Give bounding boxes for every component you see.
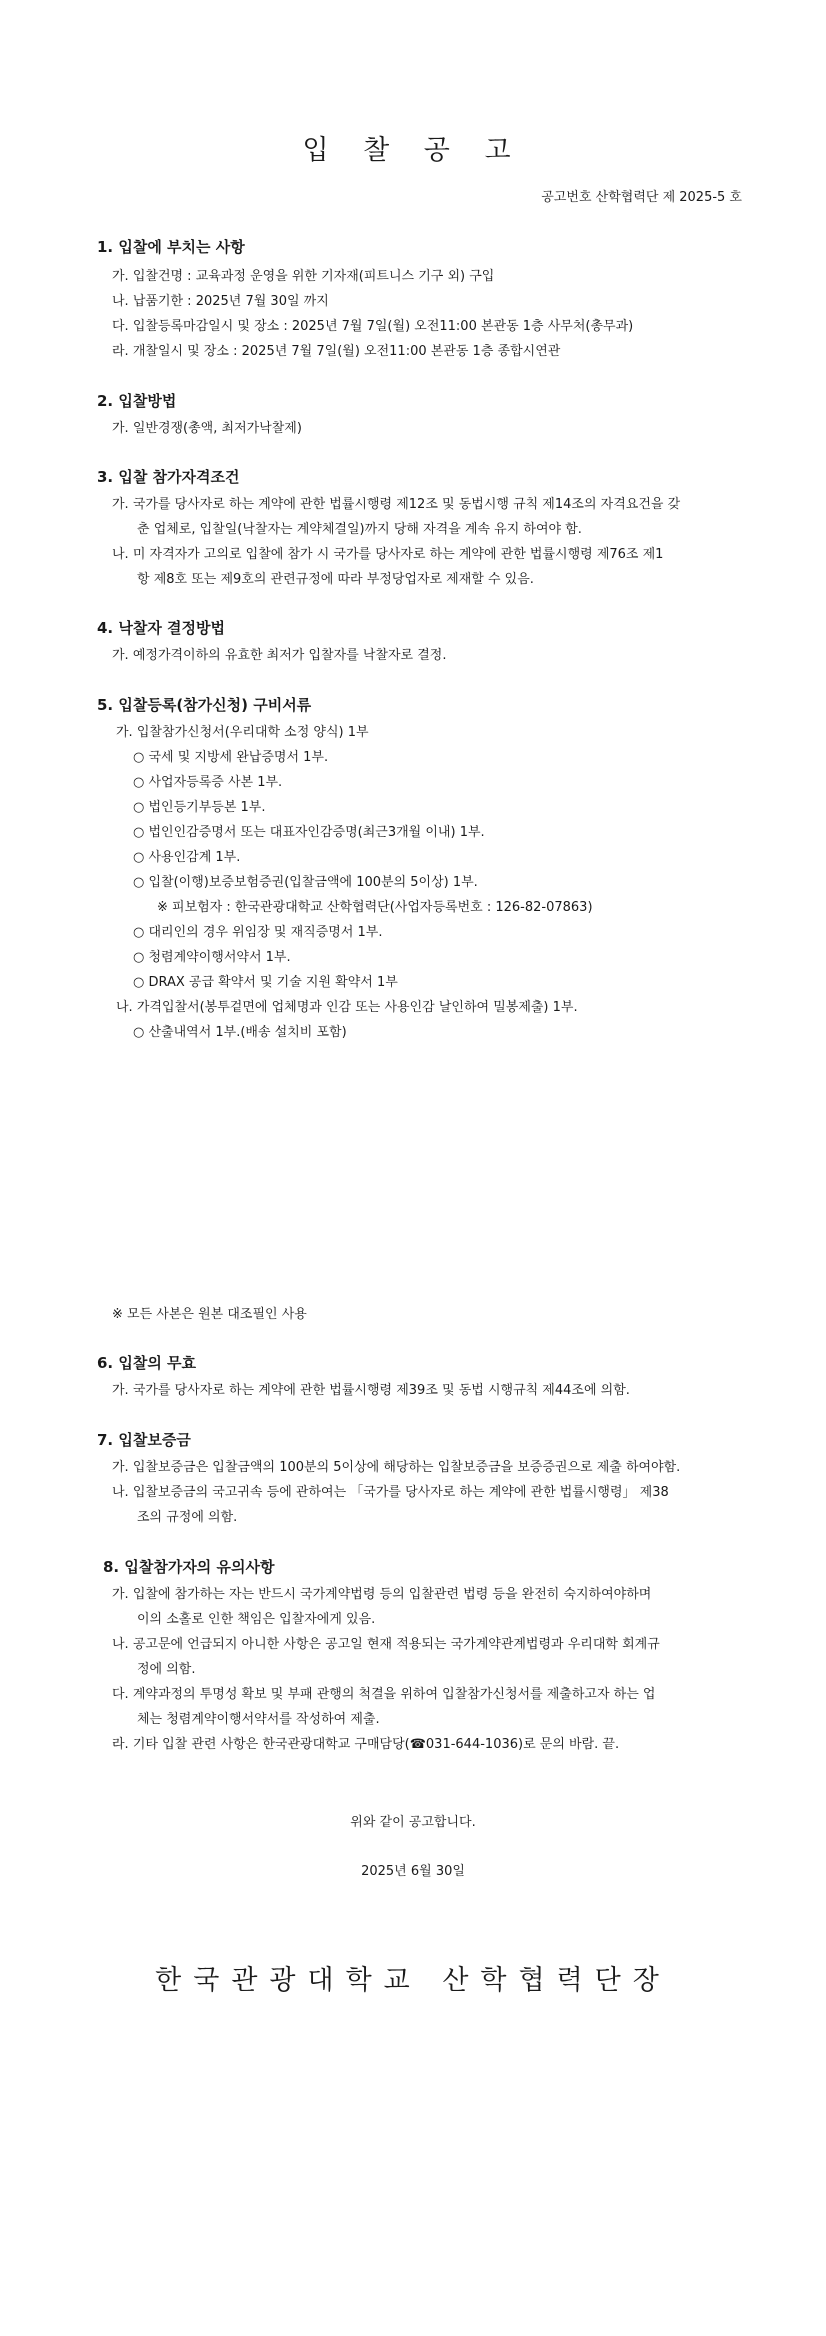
section-5-heading: 5. 입찰등록(참가신청) 구비서류	[97, 696, 312, 714]
section-1-item-d: 라. 개찰일시 및 장소 : 2025년 7월 7일(월) 오전11:00 본관동 1층 종합시연관	[112, 344, 561, 359]
section-8-item-b-line2: 정에 의함.	[137, 1662, 196, 1677]
section-7-item-b-line1: 나. 입찰보증금의 국고귀속 등에 관하여는 「국가를 당사자로 하는 계약에 관한 법률시행령」 제38	[112, 1485, 669, 1500]
section-6-heading: 6. 입찰의 무효	[97, 1354, 197, 1372]
signature-line: 한국관광대학교 산학협력단장	[155, 1965, 671, 1996]
section-1-item-c: 다. 입찰등록마감일시 및 장소 : 2025년 7월 7일(월) 오전11:00 본관동 1층 사무처(총무과)	[112, 319, 634, 334]
section-1-heading: 1. 입찰에 부치는 사항	[97, 238, 245, 256]
section-1-item-b: 나. 납품기한 : 2025년 7월 30일 까지	[112, 294, 329, 309]
section-1-item-a: 가. 입찰건명 : 교육과정 운영을 위한 기자재(피트니스 기구 외) 구입	[112, 269, 495, 284]
section-2-heading: 2. 입찰방법	[97, 392, 177, 410]
notice-number: 공고번호 산학협력단 제 2025-5 호	[541, 190, 742, 205]
section-3-item-a-line2: 춘 업체로, 입찰일(낙찰자는 계약체결일)까지 당해 자격을 계속 유지 하여야 함.	[137, 522, 582, 537]
section-5-item-a: 가. 입찰참가신청서(우리대학 소정 양식) 1부	[116, 725, 369, 740]
document-list-item: ○ DRAX 공급 확약서 및 기술 지원 확약서 1부	[133, 975, 398, 990]
document-list-item: ○ 대리인의 경우 위임장 및 재직증명서 1부.	[133, 925, 383, 940]
document-list-item: ○ 법인등기부등본 1부.	[133, 800, 266, 815]
section-8-item-a-line1: 가. 입찰에 참가하는 자는 반드시 국가계약법령 등의 입찰관련 법령 등을 완전히 숙지하여야하며	[112, 1587, 652, 1602]
section-8-item-c-line2: 체는 청렴계약이행서약서를 작성하여 제출.	[137, 1712, 380, 1727]
section-8-item-d: 라. 기타 입찰 관련 사항은 한국관광대학교 구매담당(☎031-644-1036)로 문의 바람. 끝.	[112, 1737, 620, 1752]
section-3-item-b-line1: 나. 미 자격자가 고의로 입찰에 참가 시 국가를 당사자로 하는 계약에 관한 법률시행령 제76조 제1	[112, 547, 664, 562]
section-6-item-a: 가. 국가를 당사자로 하는 계약에 관한 법률시행령 제39조 및 동법 시행규칙 제44조에 의함.	[112, 1383, 630, 1398]
section-4-heading: 4. 낙찰자 결정방법	[97, 619, 226, 637]
document-list-item: ○ 청렴계약이행서약서 1부.	[133, 950, 291, 965]
document-list-item: ○ 사업자등록증 사본 1부.	[133, 775, 283, 790]
document-title: 입 찰 공 고	[302, 135, 524, 166]
section-8-item-b-line1: 나. 공고문에 언급되지 아니한 사항은 공고일 현재 적용되는 국가계약관계법령과 우리대학 회계규	[112, 1637, 660, 1652]
copy-note: ※ 모든 사본은 원본 대조필인 사용	[112, 1307, 307, 1322]
section-7-item-a: 가. 입찰보증금은 입찰금액의 100분의 5이상에 해당하는 입찰보증금을 보증증권으로 제출 하여야함.	[112, 1460, 681, 1475]
section-4-item-a: 가. 예정가격이하의 유효한 최저가 입찰자를 낙찰자로 결정.	[112, 648, 447, 663]
insured-note: ※ 피보험자 : 한국관광대학교 산학협력단(사업자등록번호 : 126-82-07863)	[157, 900, 593, 915]
section-8-heading: 8. 입찰참가자의 유의사항	[103, 1558, 275, 1576]
section-8-item-c-line1: 다. 계약과정의 투명성 확보 및 부패 관행의 척결을 위하여 입찰참가신청서를 제출하고자 하는 업	[112, 1687, 656, 1702]
section-3-item-b-line2: 항 제8호 또는 제9호의 관련규정에 따라 부정당업자로 제재할 수 있음.	[137, 572, 534, 587]
document-list-item: ○ 법인인감증명서 또는 대표자인감증명(최근3개월 이내) 1부.	[133, 825, 485, 840]
document-list-item: ○ 입찰(이행)보증보험증권(입찰금액에 100분의 5이상) 1부.	[133, 875, 478, 890]
section-7-heading: 7. 입찰보증금	[97, 1431, 191, 1449]
document-list-item: ○ 사용인감계 1부.	[133, 850, 241, 865]
section-8-item-a-line2: 이의 소홀로 인한 책임은 입찰자에게 있음.	[137, 1612, 376, 1627]
document-list-item: ○ 국세 및 지방세 완납증명서 1부.	[133, 750, 329, 765]
notice-date: 2025년 6월 30일	[361, 1864, 465, 1879]
section-3-heading: 3. 입찰 참가자격조건	[97, 468, 240, 486]
section-5-item-b: 나. 가격입찰서(봉투겉면에 업체명과 인감 또는 사용인감 날인하여 밀봉제출) 1부.	[116, 1000, 578, 1015]
document-list-item: ○ 산출내역서 1부.(배송 설치비 포함)	[133, 1025, 347, 1040]
section-2-item-a: 가. 일반경쟁(총액, 최저가낙찰제)	[112, 421, 302, 436]
section-7-item-b-line2: 조의 규정에 의함.	[137, 1510, 238, 1525]
section-3-item-a-line1: 가. 국가를 당사자로 하는 계약에 관한 법률시행령 제12조 및 동법시행 규칙 제14조의 자격요건을 갖	[112, 497, 681, 512]
closing-statement: 위와 같이 공고합니다.	[350, 1815, 476, 1830]
